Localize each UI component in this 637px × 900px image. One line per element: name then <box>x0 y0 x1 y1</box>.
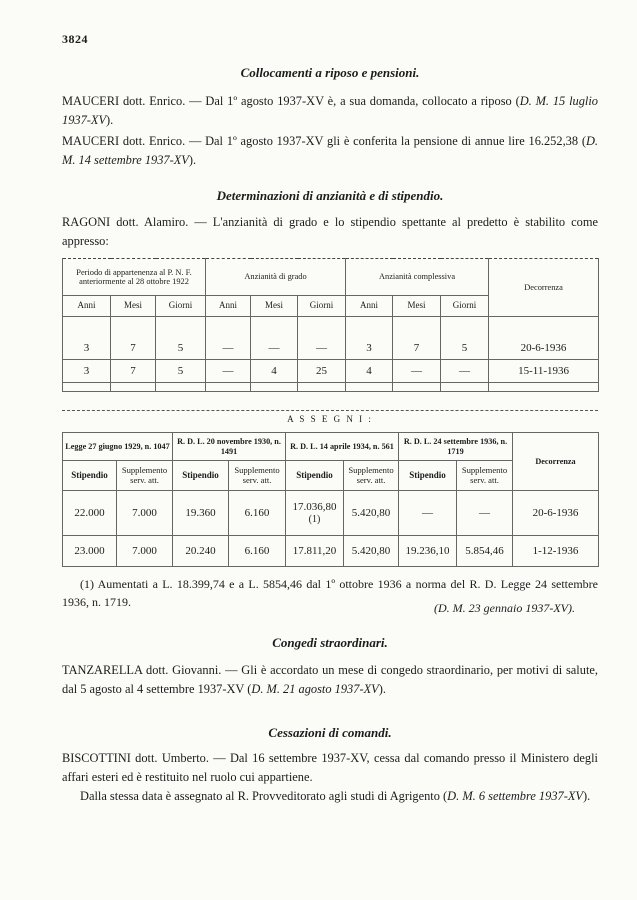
col-group-rdl-1934: R. D. L. 14 aprile 1934, n. 561 <box>286 433 399 461</box>
col-group-legge-1929: Legge 27 giugno 1929, n. 1047 <box>63 433 173 461</box>
table-cell: 5.854,46 <box>457 536 513 567</box>
paragraph-end: ). <box>582 789 591 803</box>
table-cell: 3 <box>346 317 393 360</box>
table-cell: 6.160 <box>229 536 286 567</box>
col-mesi: Mesi <box>393 296 441 317</box>
table-cell: 5 <box>156 317 206 360</box>
table-cell: 7 <box>393 317 441 360</box>
col-decorrenza: Decorrenza <box>513 433 599 491</box>
table-cell: 19.360 <box>173 491 229 536</box>
col-mesi: Mesi <box>111 296 156 317</box>
cell-value: 17.036,80 <box>292 501 337 513</box>
col-giorni: Giorni <box>441 296 489 317</box>
table-row <box>63 360 599 383</box>
table-cell: — <box>441 360 489 383</box>
section-heading-determinazioni: Determinazioni di anzianità e di stipendio. <box>216 188 444 203</box>
table-cell: — <box>393 360 441 383</box>
paragraph-ragoni: RAGONI dott. Alamiro. — L'anzianità di grado e lo stipendio spettante al predetto è stabilito come appresso: <box>62 215 598 248</box>
table-cell: 5 <box>441 317 489 360</box>
paragraph-text: MAUCERI dott. Enrico. — Dal 1º agosto 1937-XV gli è conferita la pensione di annue lire 16.252,38 ( <box>62 134 586 148</box>
table-spacer-row <box>63 383 599 392</box>
col-stipendio: Stipendio <box>399 461 457 491</box>
decree-reference: D. M. 21 agosto 1937-XV <box>251 681 379 696</box>
col-giorni: Giorni <box>156 296 206 317</box>
col-group-anzianita-grado: Anzianità di grado <box>206 259 346 296</box>
footnote-decree-reference: (D. M. 23 gennaio 1937-XV). <box>434 601 575 615</box>
table-cell: 7.000 <box>117 536 173 567</box>
table-cell: — <box>298 317 346 360</box>
table-cell: 5.420,80 <box>344 536 399 567</box>
paragraph-text: TANZARELLA dott. Giovanni. — Gli è accordato un mese di congedo straordinario, per motivi di salute, dal 5 agosto al 4 settembre 1937-XV ( <box>62 663 598 696</box>
col-stipendio: Stipendio <box>173 461 229 491</box>
table-cell: 7 <box>111 360 156 383</box>
col-supplemento: Supplemento serv. att. <box>117 461 173 491</box>
page-number: 3824 <box>62 32 88 46</box>
col-stipendio: Stipendio <box>286 461 344 491</box>
col-group-rdl-1936: R. D. L. 24 settembre 1936, n. 1719 <box>399 433 513 461</box>
table-cell: 19.236,10 <box>399 536 457 567</box>
table-cell: 22.000 <box>63 491 117 536</box>
paragraph-end: ). <box>106 112 114 127</box>
assegni-table <box>62 432 599 567</box>
table-cell: 6.160 <box>229 491 286 536</box>
paragraph-end: ). <box>188 152 197 167</box>
table-cell: 3 <box>63 317 111 360</box>
table-cell-decorrenza: 15-11-1936 <box>489 360 599 383</box>
col-stipendio: Stipendio <box>63 461 117 491</box>
footnote-marker: (1) <box>308 514 321 525</box>
table-cell: — <box>399 491 457 536</box>
col-supplemento: Supplemento serv. att. <box>457 461 513 491</box>
paragraph-end: ). <box>378 681 386 696</box>
table-cell: 4 <box>251 360 298 383</box>
table-cell: — <box>457 491 513 536</box>
col-group-anzianita-complessiva: Anzianità complessiva <box>346 259 489 296</box>
paragraph-text: Dalla stessa data è assegnato al R. Provveditorato agli studi di Agrigento ( <box>80 789 448 803</box>
table-cell: 5 <box>156 360 206 383</box>
table-cell-decorrenza: 1-12-1936 <box>513 536 599 567</box>
paragraph-tanzarella <box>62 661 598 698</box>
table-cell: 25 <box>298 360 346 383</box>
footnote: (1) Aumentati a L. 18.399,74 e a L. 5854,46 dal 1º ottobre 1936 a norma del R. D. Legge 24 settembre 1936, n. 1719. <box>62 577 598 609</box>
table-cell-with-note <box>286 491 344 536</box>
table-cell: — <box>206 360 251 383</box>
decree-reference: D. M. 15 luglio 1937-XV <box>62 94 599 127</box>
table-row <box>63 491 599 536</box>
paragraph-biscottini: BISCOTTINI dott. Umberto. — Dal 16 settembre 1937-XV, cessa dal comando presso il Ministero degli affari esteri ed è restituito nel ruolo cui appartiene. <box>62 751 598 784</box>
table-cell: 3 <box>63 360 111 383</box>
assegni-label: A S S E G N I : <box>287 414 373 424</box>
paragraph-mauceri-pensione <box>62 132 598 169</box>
col-anni: Anni <box>63 296 111 317</box>
table-cell: 17.811,20 <box>286 536 344 567</box>
table-row <box>63 317 599 360</box>
decree-reference: D. M. 6 settembre 1937-XV <box>447 789 583 803</box>
col-supplemento: Supplemento serv. att. <box>344 461 399 491</box>
table-cell: 20.240 <box>173 536 229 567</box>
anzianita-table <box>62 258 599 392</box>
section-heading-congedi: Congedi straordinari. <box>272 635 388 650</box>
paragraph-text: MAUCERI dott. Enrico. — Dal 1º agosto 1937-XV è, a sua domanda, collocato a riposo ( <box>62 94 520 108</box>
col-decorrenza: Decorrenza <box>489 259 599 317</box>
table-cell: 5.420,80 <box>344 491 399 536</box>
col-group-rdl-1930: R. D. L. 20 novembre 1930, n. 1491 <box>173 433 286 461</box>
table-row <box>63 536 599 567</box>
dashed-divider <box>62 410 598 411</box>
col-group-periodo-pnf: Periodo di appartenenza al P. N. F. anteriormente al 28 ottobre 1922 <box>63 259 206 296</box>
col-anni: Anni <box>346 296 393 317</box>
table-cell: 7.000 <box>117 491 173 536</box>
table-cell: 4 <box>346 360 393 383</box>
table-cell-decorrenza: 20-6-1936 <box>489 317 599 360</box>
paragraph-mauceri-riposo <box>62 92 598 129</box>
table-cell-decorrenza: 20-6-1936 <box>513 491 599 536</box>
table-cell: 7 <box>111 317 156 360</box>
table-cell: — <box>251 317 298 360</box>
col-mesi: Mesi <box>251 296 298 317</box>
section-heading-cessazioni: Cessazioni di comandi. <box>268 725 392 740</box>
table-cell: 23.000 <box>63 536 117 567</box>
col-giorni: Giorni <box>298 296 346 317</box>
decree-reference: D. M. 14 settembre 1937-XV <box>62 134 598 167</box>
section-heading-collocamenti: Collocamenti a riposo e pensioni. <box>240 65 420 80</box>
paragraph-biscottini-assegnazione <box>62 787 598 806</box>
col-supplemento: Supplemento serv. att. <box>229 461 286 491</box>
col-anni: Anni <box>206 296 251 317</box>
table-cell: — <box>206 317 251 360</box>
